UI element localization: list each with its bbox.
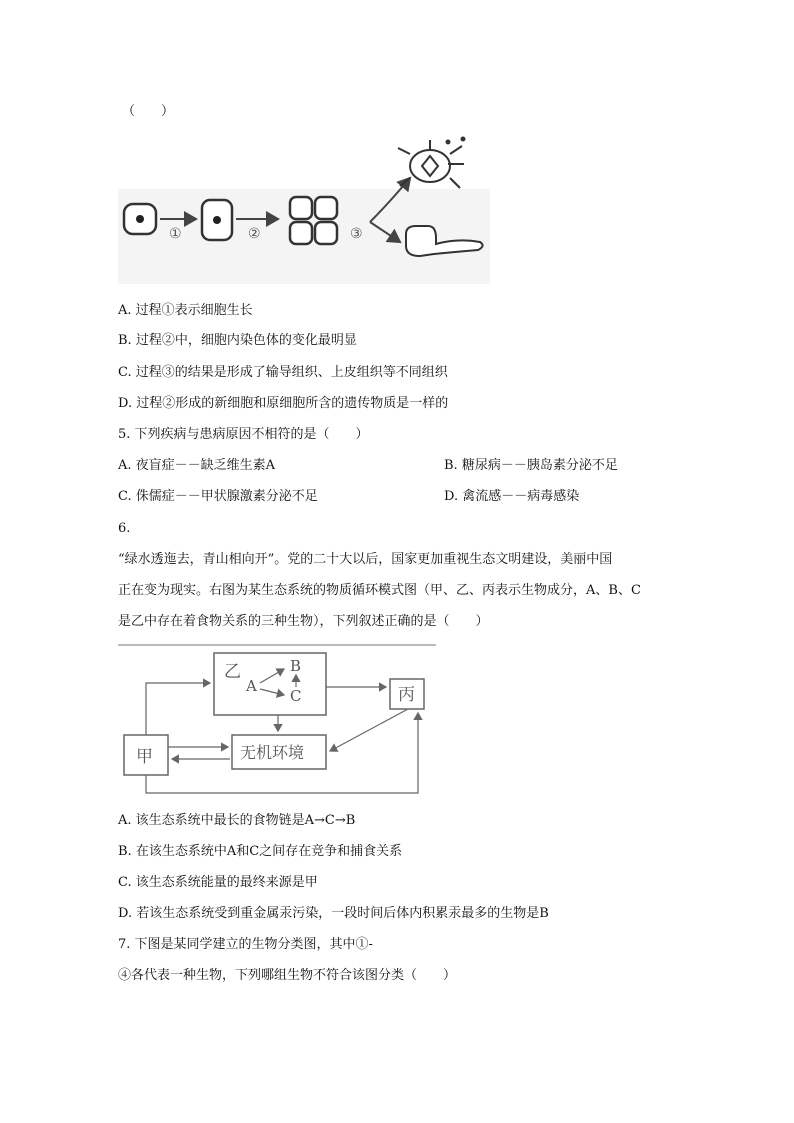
cell-division-figure — [118, 134, 490, 286]
q6-option-a: A. 该生态系统中最长的食物链是A→C→B — [118, 813, 356, 828]
step-3-label: ③ — [350, 226, 363, 242]
q4-option-a: A. 过程①表示细胞生长 — [118, 303, 253, 318]
q5-option-d: D. 禽流感－－病毒感染 — [444, 489, 580, 504]
arrow-jia-yi — [146, 683, 210, 735]
q6-stem-line3: 是乙中存在着食物关系的三种生物），下列叙述正确的是（ ） — [118, 614, 489, 629]
q5-option-c: C. 侏儒症－－甲状腺激素分泌不足 — [118, 489, 318, 504]
env-label: 无机环境 — [240, 743, 305, 762]
arrow-bing-env — [330, 709, 408, 751]
matter-cycle-diagram — [118, 643, 436, 803]
yi-label: 乙 — [224, 662, 241, 682]
q4-parenthesis: （ ） — [122, 104, 175, 119]
q5-option-a: A. 夜盲症－－缺乏维生素A — [118, 458, 276, 473]
q6-option-b: B. 在该生态系统中A和C之间存在竞争和捕食关系 — [118, 844, 403, 859]
q7-stem-line1: 7. 下图是某同学建立的生物分类图，其中①- — [118, 937, 373, 952]
original-cell — [124, 204, 156, 234]
node-b: B — [290, 657, 302, 675]
step-1-label: ① — [169, 226, 182, 242]
bing-label: 丙 — [398, 685, 415, 705]
q4-option-b: B. 过程②中，细胞内染色体的变化最明显 — [118, 333, 357, 348]
step-2-label: ② — [248, 226, 261, 242]
q6-option-c: C. 该生态系统能量的最终来源是甲 — [118, 875, 318, 890]
neuron-cell — [398, 138, 465, 189]
node-c: C — [290, 687, 302, 705]
grown-cell — [202, 200, 232, 240]
q7-stem-line2: ④各代表一种生物，下列哪组生物不符合该图分类（ ） — [118, 968, 457, 983]
q6-option-d: D. 若该生态系统受到重金属汞污染，一段时间后体内积累汞最多的生物是B — [118, 906, 549, 921]
q6-number: 6. — [118, 521, 131, 536]
jia-label: 甲 — [136, 747, 153, 767]
q5-option-b: B. 糖尿病－－胰岛素分泌不足 — [444, 458, 618, 473]
q4-option-c: C. 过程③的结果是形成了输导组织、上皮组织等不同组织 — [118, 365, 448, 380]
q5-stem: 5. 下列疾病与患病原因不相符的是（ ） — [118, 427, 369, 442]
q6-stem-line1: “绿水透迤去，青山相向开”。党的二十大以后，国家更加重视生态文明建设，美丽中国 — [118, 552, 613, 567]
q4-option-d: D. 过程②形成的新细胞和原细胞所含的遗传物质是一样的 — [118, 396, 449, 411]
node-a: A — [246, 677, 257, 695]
q6-stem-line2: 正在变为现实。右图为某生态系统的物质循环模式图（甲、乙、丙表示生物成分，A、B、C — [118, 583, 641, 598]
